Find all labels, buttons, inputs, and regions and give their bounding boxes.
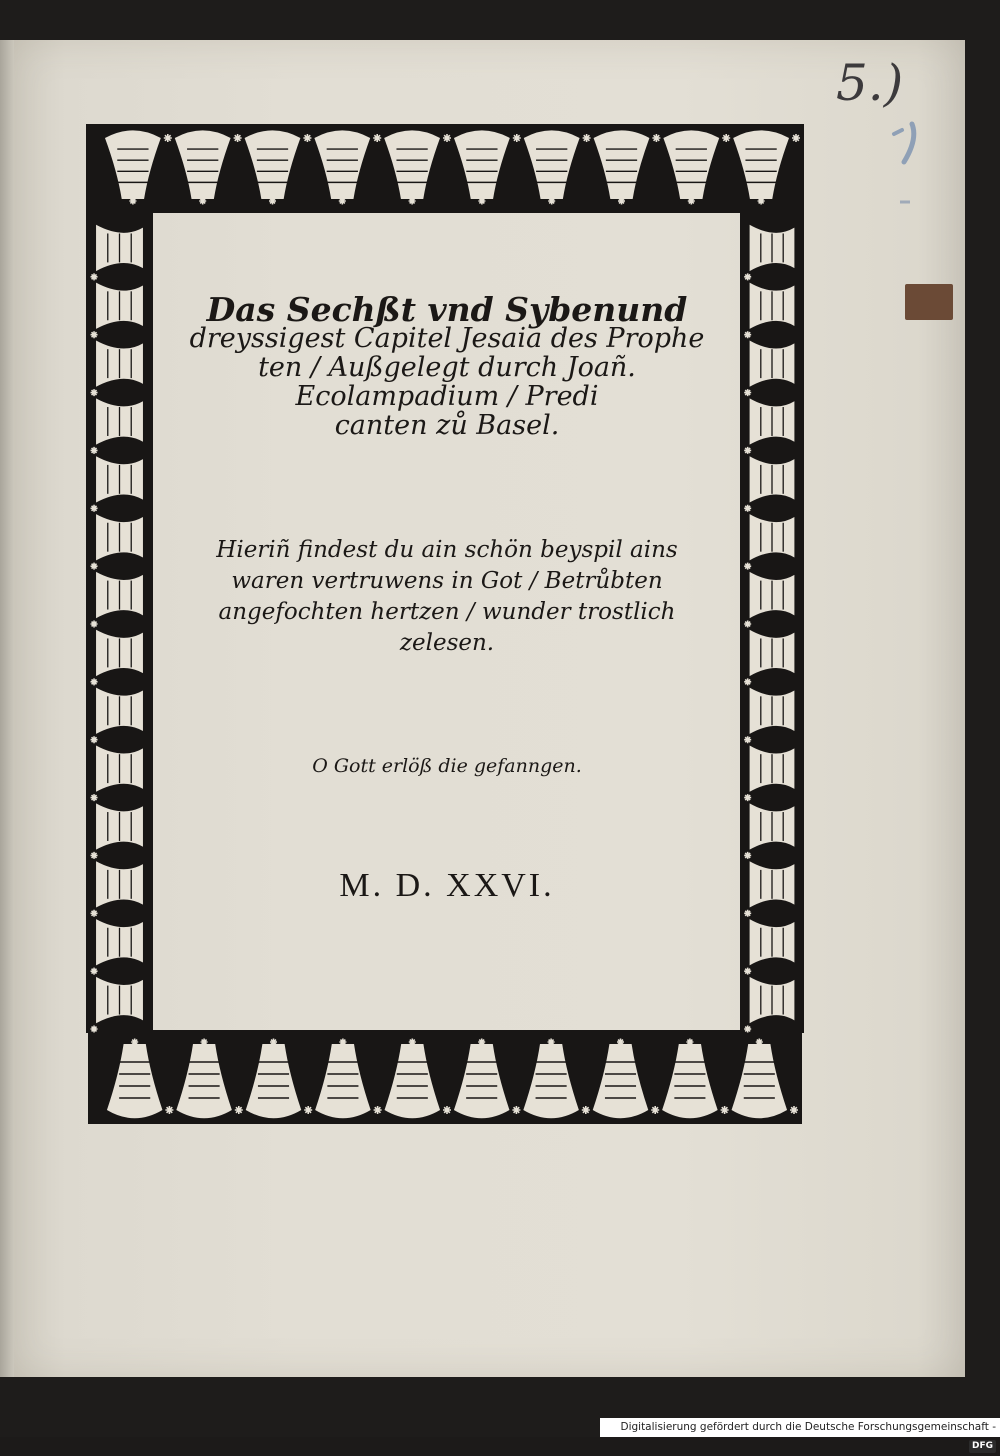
title-line: Das Sechßt vnd Sybenund <box>206 290 688 329</box>
border-star-icon <box>443 1106 451 1114</box>
book-subtitle <box>154 535 740 659</box>
border-vase-icon <box>454 1044 510 1118</box>
border-star-icon <box>744 505 751 512</box>
footer-credit: Digitalisierung gefördert durch die Deutsche Forschungsgemeinschaft - <box>620 1421 996 1433</box>
border-star-icon <box>744 678 751 685</box>
border-star-icon <box>744 621 751 628</box>
border-vase-icon <box>750 398 795 444</box>
border-ornament-svg <box>740 213 804 1033</box>
border-star-icon <box>758 198 765 205</box>
border-star-icon <box>374 1106 382 1114</box>
border-vase-icon <box>750 919 795 965</box>
border-vase-icon <box>523 1044 579 1118</box>
border-vase-icon <box>96 572 143 618</box>
border-star-icon <box>722 134 730 142</box>
border-vase-icon <box>96 919 143 965</box>
border-star-icon <box>91 563 98 570</box>
book-title <box>154 290 740 441</box>
border-star-icon <box>548 198 555 205</box>
bookmark-tab-icon <box>905 284 953 320</box>
border-star-icon <box>652 134 660 142</box>
border-star-icon <box>513 134 521 142</box>
border-star-icon <box>91 968 98 975</box>
border-star-icon <box>409 198 416 205</box>
border-star-icon <box>270 1039 277 1046</box>
border-star-icon <box>373 134 381 142</box>
border-star-icon <box>744 563 751 570</box>
border-star-icon <box>339 198 346 205</box>
border-vase-icon <box>733 130 789 199</box>
border-vase-icon <box>96 688 143 734</box>
border-star-icon <box>91 1026 98 1033</box>
pencil-mark-text: 5.) <box>836 54 904 112</box>
border-vase-icon <box>594 130 650 199</box>
border-vase-icon <box>96 861 143 907</box>
woodcut-border-bottom <box>88 1030 802 1124</box>
subtitle-line: waren vertruwens in Got / Betrůbten <box>231 568 663 594</box>
border-star-icon <box>91 447 98 454</box>
border-star-icon <box>165 1106 173 1114</box>
border-star-icon <box>744 1026 751 1033</box>
border-vase-icon <box>750 225 795 271</box>
border-vase-icon <box>107 1044 163 1118</box>
border-vase-icon <box>96 225 143 271</box>
border-star-icon <box>129 198 136 205</box>
border-star-icon <box>686 1039 693 1046</box>
border-star-icon <box>744 331 751 338</box>
border-star-icon <box>409 1039 416 1046</box>
border-star-icon <box>304 1106 312 1114</box>
border-star-icon <box>688 198 695 205</box>
border-vase-icon <box>750 688 795 734</box>
subtitle-line: zelesen. <box>399 630 495 656</box>
border-star-icon <box>91 910 98 917</box>
border-star-icon <box>235 1106 243 1114</box>
border-star-icon <box>303 134 311 142</box>
border-vase-icon <box>314 130 370 199</box>
border-star-icon <box>201 1039 208 1046</box>
border-vase-icon <box>750 630 795 676</box>
border-star-icon <box>583 134 591 142</box>
border-star-icon <box>478 1039 485 1046</box>
border-star-icon <box>91 505 98 512</box>
border-star-icon <box>744 794 751 801</box>
border-star-icon <box>618 198 625 205</box>
border-ornament-svg <box>86 213 153 1033</box>
pencil-annotation <box>832 44 942 214</box>
border-vase-icon <box>750 977 795 1023</box>
border-vase-icon <box>175 130 231 199</box>
border-star-icon <box>744 852 751 859</box>
woodcut-border-right <box>740 213 804 1033</box>
border-star-icon <box>617 1039 624 1046</box>
border-vase-icon <box>96 283 143 329</box>
title-line: dreyssigest Capitel Jesaia des Prophe <box>189 323 705 354</box>
border-vase-icon <box>750 514 795 560</box>
woodcut-border-top <box>86 124 804 213</box>
border-vase-icon <box>750 861 795 907</box>
border-vase-icon <box>750 746 795 792</box>
border-vase-icon <box>96 803 143 849</box>
border-star-icon <box>792 134 800 142</box>
border-star-icon <box>91 389 98 396</box>
border-star-icon <box>91 331 98 338</box>
border-star-icon <box>164 134 172 142</box>
border-vase-icon <box>176 1044 232 1118</box>
border-vase-icon <box>750 456 795 502</box>
border-ornament-svg <box>88 1030 802 1124</box>
border-star-icon <box>478 198 485 205</box>
border-vase-icon <box>96 746 143 792</box>
border-star-icon <box>744 389 751 396</box>
border-vase-icon <box>593 1044 649 1118</box>
border-star-icon <box>91 736 98 743</box>
border-vase-icon <box>663 130 719 199</box>
border-star-icon <box>744 968 751 975</box>
border-vase-icon <box>750 283 795 329</box>
border-star-icon <box>91 621 98 628</box>
page-spine-edge <box>0 40 14 1377</box>
subtitle-line: angefochten hertzen / wunder trostlich <box>218 599 676 625</box>
border-star-icon <box>91 794 98 801</box>
border-vase-icon <box>96 630 143 676</box>
border-star-icon <box>91 273 98 280</box>
publication-year: M. D. XXVI. <box>339 867 555 904</box>
border-vase-icon <box>750 572 795 618</box>
border-vase-icon <box>96 398 143 444</box>
border-star-icon <box>721 1106 729 1114</box>
border-star-icon <box>744 273 751 280</box>
title-line: ten / Außgelegt durch Joañ. <box>258 352 636 383</box>
border-star-icon <box>512 1106 520 1114</box>
border-vase-icon <box>96 977 143 1023</box>
digitization-footer <box>600 1418 1000 1451</box>
border-star-icon <box>582 1106 590 1114</box>
border-star-icon <box>339 1039 346 1046</box>
border-vase-icon <box>750 341 795 387</box>
title-line: canten zů Basel. <box>334 410 560 441</box>
border-star-icon <box>744 736 751 743</box>
border-star-icon <box>131 1039 138 1046</box>
border-star-icon <box>651 1106 659 1114</box>
border-vase-icon <box>105 130 161 199</box>
border-vase-icon <box>96 456 143 502</box>
border-vase-icon <box>384 130 440 199</box>
border-star-icon <box>443 134 451 142</box>
title-line: Ecolampadium / Predi <box>295 381 599 412</box>
border-star-icon <box>790 1106 798 1114</box>
border-vase-icon <box>454 130 510 199</box>
border-star-icon <box>744 910 751 917</box>
border-vase-icon <box>96 341 143 387</box>
border-star-icon <box>269 198 276 205</box>
border-star-icon <box>744 447 751 454</box>
motto: O Gott erlöß die gefanngen. <box>312 755 582 777</box>
border-star-icon <box>756 1039 763 1046</box>
border-vase-icon <box>732 1044 788 1118</box>
border-star-icon <box>234 134 242 142</box>
border-star-icon <box>548 1039 555 1046</box>
border-vase-icon <box>662 1044 718 1118</box>
title-panel <box>154 215 740 1025</box>
woodcut-border-left <box>86 213 153 1033</box>
border-vase-icon <box>385 1044 441 1118</box>
border-vase-icon <box>750 803 795 849</box>
border-ornament-svg <box>86 124 804 213</box>
dfg-logo-icon: DFG <box>969 1440 996 1453</box>
border-star-icon <box>199 198 206 205</box>
border-star-icon <box>91 852 98 859</box>
border-vase-icon <box>315 1044 371 1118</box>
border-vase-icon <box>96 514 143 560</box>
border-vase-icon <box>245 130 301 199</box>
border-star-icon <box>91 678 98 685</box>
subtitle-line: Hieriñ findest du ain schön beyspil ains <box>216 537 678 563</box>
border-vase-icon <box>524 130 580 199</box>
border-vase-icon <box>246 1044 302 1118</box>
